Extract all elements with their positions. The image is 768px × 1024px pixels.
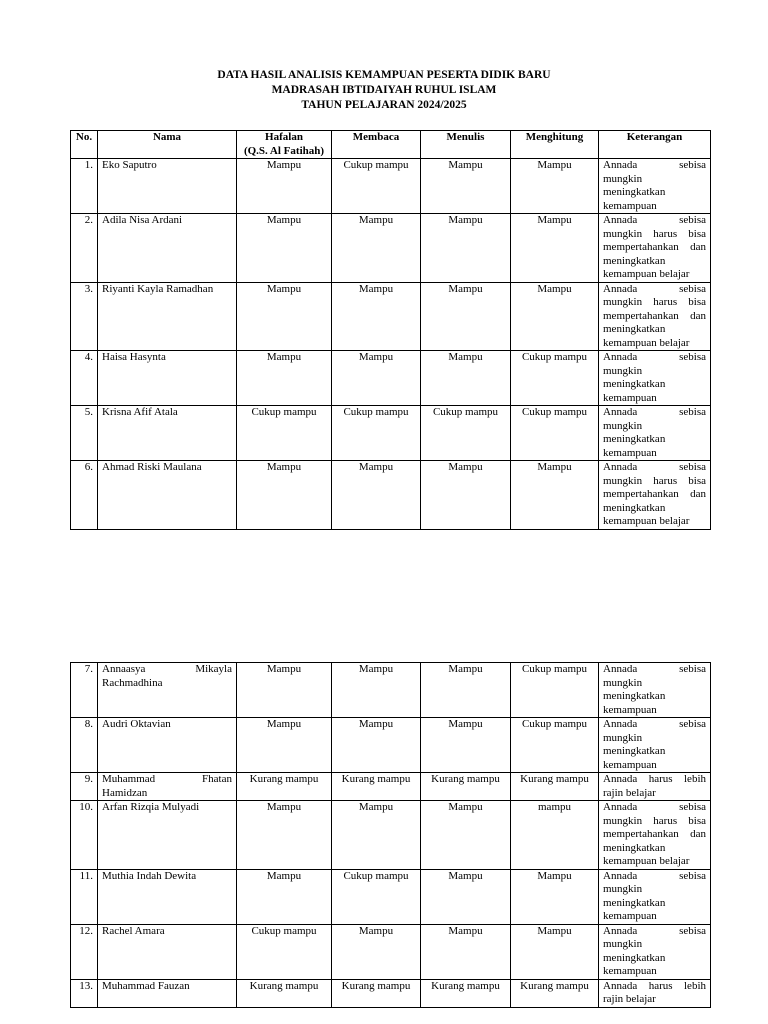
cell-membaca: Mampu — [332, 924, 421, 979]
cell-menulis: Mampu — [421, 159, 511, 214]
cell-hafalan: Mampu — [237, 159, 332, 214]
cell-menulis: Mampu — [421, 214, 511, 283]
table-row — [71, 869, 711, 924]
header-no: No. — [71, 131, 98, 159]
cell-no: 11. — [71, 869, 98, 924]
title-line-2: MADRASAH IBTIDAIYAH RUHUL ISLAM — [271, 84, 497, 96]
table-row — [71, 282, 711, 351]
cell-menulis: Mampu — [421, 351, 511, 406]
table-body-page-1 — [71, 159, 711, 530]
cell-menghitung: mampu — [511, 801, 599, 870]
table-row — [71, 159, 711, 214]
cell-menulis: Mampu — [421, 461, 511, 530]
header-membaca: Membaca — [332, 131, 421, 159]
cell-menghitung: Cukup mampu — [511, 351, 599, 406]
cell-membaca: Cukup mampu — [332, 159, 421, 214]
table-row — [71, 214, 711, 283]
cell-no: 7. — [71, 663, 98, 718]
cell-no: 1. — [71, 159, 98, 214]
cell-membaca: Mampu — [332, 663, 421, 718]
cell-hafalan: Mampu — [237, 869, 332, 924]
cell-no: 13. — [71, 979, 98, 1007]
cell-menghitung: Mampu — [511, 869, 599, 924]
cell-nama: Muhammad Fauzan — [98, 979, 237, 1007]
cell-keterangan: Annada sebisa mungkin meningkatkan kemampuan — [599, 869, 711, 924]
cell-membaca: Mampu — [332, 282, 421, 351]
cell-nama: Audri Oktavian — [98, 718, 237, 773]
header-menulis: Menulis — [421, 131, 511, 159]
cell-menulis: Mampu — [421, 801, 511, 870]
student-ability-table-page-2 — [70, 662, 711, 1008]
cell-membaca: Cukup mampu — [332, 406, 421, 461]
cell-keterangan: Annada sebisa mungkin meningkatkan kemampuan — [599, 406, 711, 461]
cell-menghitung: Mampu — [511, 214, 599, 283]
table-row — [71, 801, 711, 870]
cell-no: 3. — [71, 282, 98, 351]
cell-menulis: Cukup mampu — [421, 406, 511, 461]
table-row — [71, 406, 711, 461]
header-hafalan — [237, 131, 332, 159]
cell-nama: Muthia Indah Dewita — [98, 869, 237, 924]
cell-nama: Krisna Afif Atala — [98, 406, 237, 461]
cell-no: 4. — [71, 351, 98, 406]
table-row — [71, 924, 711, 979]
cell-no: 5. — [71, 406, 98, 461]
title-line-1: DATA HASIL ANALISIS KEMAMPUAN PESERTA DIDIK BARU — [217, 69, 551, 81]
cell-no: 9. — [71, 773, 98, 801]
title-line-3: TAHUN PELAJARAN 2024/2025 — [301, 99, 467, 111]
cell-hafalan: Mampu — [237, 663, 332, 718]
cell-nama: Eko Saputro — [98, 159, 237, 214]
cell-menghitung: Kurang mampu — [511, 979, 599, 1007]
cell-nama: Ahmad Riski Maulana — [98, 461, 237, 530]
cell-keterangan: Annada sebisa mungkin harus bisa mempertahankan dan meningkatkan kemampuan belajar — [599, 282, 711, 351]
cell-no: 8. — [71, 718, 98, 773]
cell-membaca: Cukup mampu — [332, 869, 421, 924]
header-keterangan: Keterangan — [599, 131, 711, 159]
header-nama: Nama — [98, 131, 237, 159]
cell-nama: Adila Nisa Ardani — [98, 214, 237, 283]
cell-membaca: Mampu — [332, 214, 421, 283]
cell-menulis: Kurang mampu — [421, 979, 511, 1007]
cell-menulis: Mampu — [421, 663, 511, 718]
cell-keterangan: Annada harus lebih rajin belajar — [599, 979, 711, 1007]
cell-membaca: Kurang mampu — [332, 773, 421, 801]
header-menghitung: Menghitung — [511, 131, 599, 159]
cell-menulis: Mampu — [421, 718, 511, 773]
cell-menulis: Kurang mampu — [421, 773, 511, 801]
student-ability-table-page-1 — [70, 130, 711, 530]
cell-no: 10. — [71, 801, 98, 870]
cell-menulis: Mampu — [421, 282, 511, 351]
cell-hafalan: Mampu — [237, 718, 332, 773]
cell-membaca: Mampu — [332, 351, 421, 406]
table-row — [71, 351, 711, 406]
cell-hafalan: Cukup mampu — [237, 924, 332, 979]
document-title — [0, 68, 768, 113]
table-row — [71, 461, 711, 530]
cell-menghitung: Mampu — [511, 282, 599, 351]
cell-menghitung: Cukup mampu — [511, 718, 599, 773]
cell-hafalan: Mampu — [237, 282, 332, 351]
cell-nama: Riyanti Kayla Ramadhan — [98, 282, 237, 351]
cell-hafalan: Mampu — [237, 461, 332, 530]
cell-nama: Arfan Rizqia Mulyadi — [98, 801, 237, 870]
table-header-row — [71, 131, 711, 159]
cell-nama: Haisa Hasynta — [98, 351, 237, 406]
cell-membaca: Kurang mampu — [332, 979, 421, 1007]
cell-membaca: Mampu — [332, 461, 421, 530]
table-row — [71, 663, 711, 718]
cell-keterangan: Annada sebisa mungkin meningkatkan kemampuan — [599, 718, 711, 773]
table-body-page-2 — [71, 663, 711, 1008]
cell-membaca: Mampu — [332, 801, 421, 870]
cell-keterangan: Annada sebisa mungkin meningkatkan kemampuan — [599, 159, 711, 214]
table-row — [71, 773, 711, 801]
cell-hafalan: Kurang mampu — [237, 979, 332, 1007]
cell-hafalan: Mampu — [237, 351, 332, 406]
cell-keterangan: Annada sebisa mungkin meningkatkan kemampuan — [599, 663, 711, 718]
cell-menghitung: Cukup mampu — [511, 663, 599, 718]
cell-keterangan: Annada sebisa mungkin harus bisa mempertahankan dan meningkatkan kemampuan belajar — [599, 214, 711, 283]
cell-no: 12. — [71, 924, 98, 979]
cell-nama: Rachel Amara — [98, 924, 237, 979]
header-hafalan-sub: (Q.S. Al Fatihah) — [243, 144, 325, 157]
cell-no: 6. — [71, 461, 98, 530]
cell-hafalan: Mampu — [237, 801, 332, 870]
cell-hafalan: Mampu — [237, 214, 332, 283]
table-row — [71, 979, 711, 1007]
cell-keterangan: Annada sebisa mungkin harus bisa mempertahankan dan meningkatkan kemampuan belajar — [599, 461, 711, 530]
table-row — [71, 718, 711, 773]
cell-keterangan: Annada sebisa mungkin meningkatkan kemampuan — [599, 924, 711, 979]
cell-menghitung: Cukup mampu — [511, 406, 599, 461]
cell-keterangan: Annada harus lebih rajin belajar — [599, 773, 711, 801]
cell-menghitung: Kurang mampu — [511, 773, 599, 801]
cell-menghitung: Mampu — [511, 461, 599, 530]
cell-hafalan: Cukup mampu — [237, 406, 332, 461]
cell-keterangan: Annada sebisa mungkin harus bisa mempertahankan dan meningkatkan kemampuan belajar — [599, 801, 711, 870]
cell-nama: Muhammad Fhatan Hamidzan — [98, 773, 237, 801]
cell-menulis: Mampu — [421, 869, 511, 924]
cell-keterangan: Annada sebisa mungkin meningkatkan kemampuan — [599, 351, 711, 406]
header-hafalan-label: Hafalan — [265, 131, 303, 143]
cell-menghitung: Mampu — [511, 159, 599, 214]
cell-menghitung: Mampu — [511, 924, 599, 979]
cell-menulis: Mampu — [421, 924, 511, 979]
cell-nama: Annaasya Mikayla Rachmadhina — [98, 663, 237, 718]
cell-membaca: Mampu — [332, 718, 421, 773]
cell-no: 2. — [71, 214, 98, 283]
cell-hafalan: Kurang mampu — [237, 773, 332, 801]
